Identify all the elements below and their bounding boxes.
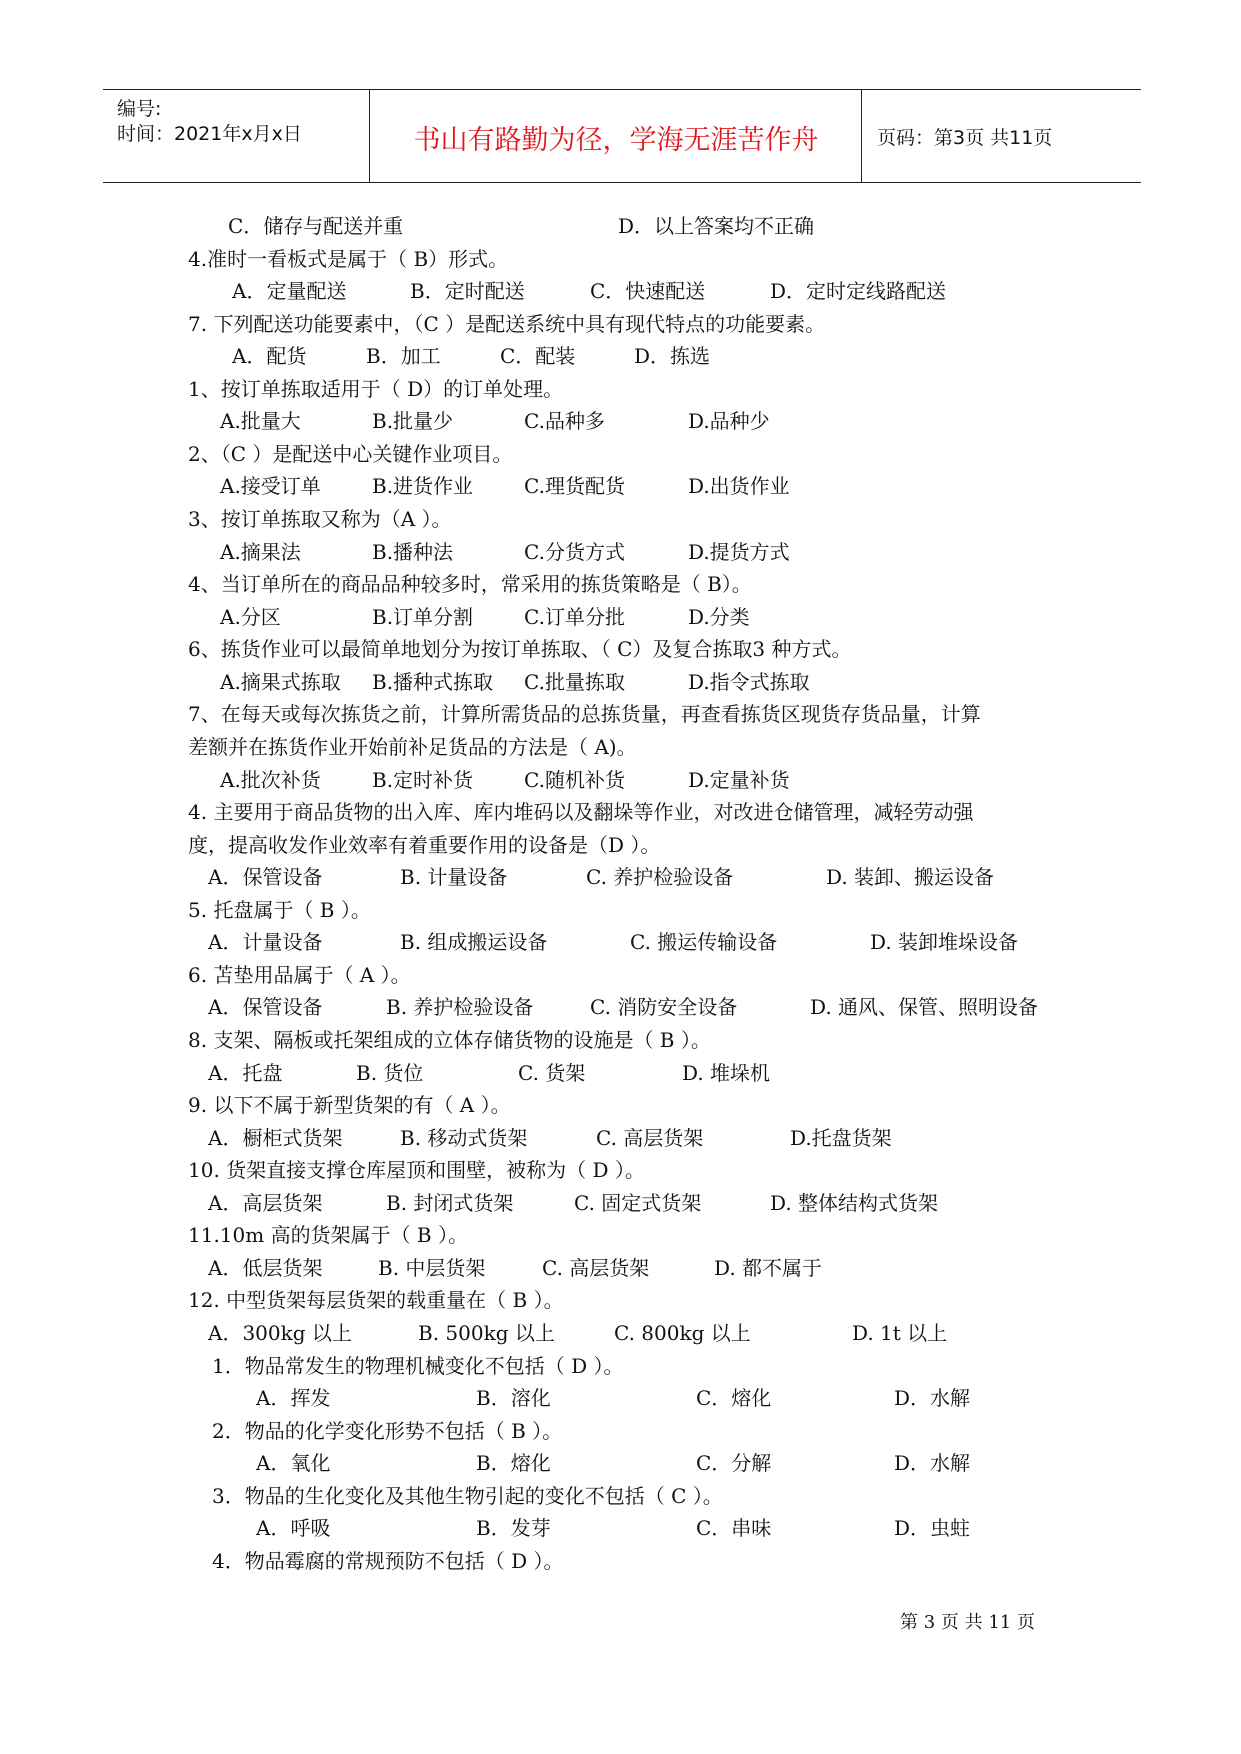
question-text: 12. 中型货架每层货架的载重量在（ B ）。 [188, 1288, 564, 1313]
question-text: 11.10m 高的货架属于（ B ）。 [188, 1223, 468, 1248]
answer-option: B．发芽 [476, 1516, 551, 1541]
answer-option: B. 组成搬运设备 [400, 930, 548, 955]
answer-option: D. 装卸堆垛设备 [870, 930, 1019, 955]
page-header [103, 89, 1141, 183]
answer-option: C. 养护检验设备 [586, 865, 734, 890]
answer-option: B.批量少 [372, 409, 454, 434]
answer-option: B．加工 [366, 344, 441, 369]
question-text: 7、在每天或每次拣货之前，计算所需货品的总拣货量，再查看拣货区现货存货品量，计算 [188, 702, 981, 727]
header-motto: 书山有路勤为径，学海无涯苦作舟 [413, 125, 819, 156]
question-text: 4. 主要用于商品货物的出入库、库内堆码以及翻垛等作业，对改进仓储管理，减轻劳动强 [188, 800, 974, 825]
question-text: 度，提高收发作业效率有着重要作用的设备是（D ）。 [188, 832, 661, 857]
answer-option: D.托盘货架 [790, 1125, 892, 1150]
answer-option: B. 中层货架 [378, 1255, 486, 1280]
answer-option: D. 整体结构式货架 [770, 1190, 939, 1215]
question-text: 8. 支架、隔板或托架组成的立体存储货物的设施是（ B ）。 [188, 1028, 711, 1052]
answer-option: A．呼吸 [256, 1516, 331, 1541]
answer-option: D．水解 [894, 1386, 971, 1411]
answer-option: C. 800kg 以上 [614, 1321, 751, 1346]
answer-option: D．虫蛀 [894, 1516, 971, 1541]
question-text: 3、按订单拣取又称为（A ）。 [188, 507, 452, 532]
answer-option: A.分区 [220, 604, 281, 629]
question-text: 1．物品常发生的物理机械变化不包括（ D ）。 [212, 1353, 624, 1378]
answer-option: A．保管设备 [208, 995, 323, 1020]
answer-option: A．氧化 [256, 1451, 331, 1476]
answer-option: D. 堆垛机 [682, 1060, 771, 1085]
question-text: 7. 下列配送功能要素中，（C ）是配送系统中具有现代特点的功能要素。 [188, 311, 826, 336]
answer-option: A．300kg 以上 [208, 1321, 352, 1346]
document-time-label: 时间：2021年x月x日 [117, 123, 302, 145]
answer-option: D. 通风、保管、照明设备 [810, 995, 1039, 1020]
answer-option: C.分货方式 [524, 539, 625, 564]
answer-option: B. 500kg 以上 [418, 1321, 555, 1346]
answer-option: A．定量配送 [232, 279, 347, 304]
header-info-cell [103, 90, 370, 182]
answer-option: D.定量补货 [688, 767, 790, 792]
answer-option: A.批量大 [220, 409, 301, 434]
answer-option: C.随机补货 [524, 767, 625, 792]
answer-option: D．水解 [894, 1451, 971, 1476]
question-text: 差额并在拣货作业开始前补足货品的方法是（ A)。 [188, 734, 637, 759]
answer-option: B．熔化 [476, 1451, 551, 1476]
answer-option: B. 封闭式货架 [386, 1190, 514, 1215]
answer-option: D．拣选 [634, 344, 711, 369]
answer-option: D.出货作业 [688, 474, 790, 499]
header-motto-cell [371, 90, 862, 182]
answer-option: B.定时补货 [372, 767, 474, 792]
answer-option: B.播种法 [372, 539, 454, 564]
answer-option: B．定时配送 [410, 279, 525, 304]
answer-option: C.订单分批 [524, 604, 625, 629]
answer-option: A.接受订单 [220, 474, 321, 499]
answer-option: C．串味 [696, 1516, 772, 1541]
question-text: 1、按订单拣取适用于（ D）的订单处理。 [188, 376, 564, 401]
question-text: 6、拣货作业可以最简单地划分为按订单拣取、（ C）及复合拣取3 种方式。 [188, 637, 852, 662]
answer-option: B. 养护检验设备 [386, 995, 534, 1020]
answer-option: B．溶化 [476, 1386, 551, 1411]
answer-option: C. 搬运传输设备 [630, 930, 778, 955]
answer-option: D.品种少 [688, 409, 770, 434]
answer-option: B.播种式拣取 [372, 669, 494, 694]
question-text: 3．物品的生化变化及其他生物引起的变化不包括（ C ）。 [212, 1483, 723, 1508]
answer-option: A．低层货架 [208, 1255, 323, 1280]
answer-option: C.品种多 [524, 409, 605, 434]
answer-option: C．储存与配送并重 [228, 214, 404, 238]
question-text: 4、当订单所在的商品品种较多时，常采用的拣货策略是（ B）。 [188, 572, 752, 597]
answer-option: D.指令式拣取 [688, 669, 810, 694]
answer-option: D. 1t 以上 [852, 1321, 948, 1346]
answer-option: A．托盘 [208, 1060, 283, 1085]
answer-option: D.提货方式 [688, 539, 790, 564]
question-text: 4.准时一看板式是属于（ B）形式。 [188, 246, 509, 271]
answer-option: B.订单分割 [372, 604, 474, 629]
answer-option: A.批次补货 [220, 767, 321, 792]
answer-option: C. 固定式货架 [574, 1190, 702, 1215]
answer-option: B. 移动式货架 [400, 1125, 528, 1150]
question-text: 2．物品的化学变化形势不包括（ B ）。 [212, 1418, 563, 1443]
answer-option: D.分类 [688, 604, 750, 629]
question-text: 6. 苫垫用品属于（ A ）。 [188, 962, 411, 987]
question-text: 5. 托盘属于（ B ）。 [188, 897, 371, 922]
answer-option: A.摘果式拣取 [220, 669, 341, 694]
answer-option: D. 装卸、搬运设备 [826, 865, 995, 890]
answer-option: D．以上答案均不正确 [618, 214, 815, 238]
answer-option: A．保管设备 [208, 865, 323, 890]
answer-option: B.进货作业 [372, 474, 474, 499]
question-text: 9. 以下不属于新型货架的有（ A ）。 [188, 1093, 511, 1118]
answer-option: A．计量设备 [208, 930, 323, 955]
answer-option: C.理货配货 [524, 474, 625, 499]
answer-option: C. 高层货架 [542, 1255, 650, 1280]
question-text: 10. 货架直接支撑仓库屋顶和围壁，被称为（ D ）。 [188, 1158, 645, 1183]
header-page-cell [863, 90, 1141, 182]
answer-option: C.批量拣取 [524, 669, 625, 694]
answer-option: B. 货位 [356, 1060, 424, 1085]
answer-option: C．熔化 [696, 1386, 772, 1411]
question-text: 4．物品霉腐的常规预防不包括（ D ）。 [212, 1548, 564, 1573]
document-number-label: 编号: [117, 98, 162, 120]
answer-option: A.摘果法 [220, 539, 301, 564]
answer-option: C．配装 [500, 344, 576, 369]
answer-option: C. 货架 [518, 1060, 586, 1085]
page-footer: 第 3 页 共 11 页 [900, 1612, 1035, 1633]
answer-option: A．配货 [232, 344, 307, 369]
question-text: 2、（C ）是配送中心关键作业项目。 [188, 441, 513, 466]
answer-option: A．橱柜式货架 [208, 1125, 343, 1150]
header-page-code: 页码：第3页 共11页 [877, 127, 1053, 149]
answer-option: C．快速配送 [590, 279, 706, 304]
answer-option: D．定时定线路配送 [770, 279, 947, 304]
answer-option: A．挥发 [256, 1386, 331, 1411]
answer-option: A．高层货架 [208, 1190, 323, 1215]
answer-option: C. 消防安全设备 [590, 995, 738, 1020]
answer-option: D. 都不属于 [714, 1255, 823, 1280]
answer-option: B. 计量设备 [400, 865, 508, 890]
answer-option: C. 高层货架 [596, 1125, 704, 1150]
answer-option: C．分解 [696, 1451, 772, 1476]
